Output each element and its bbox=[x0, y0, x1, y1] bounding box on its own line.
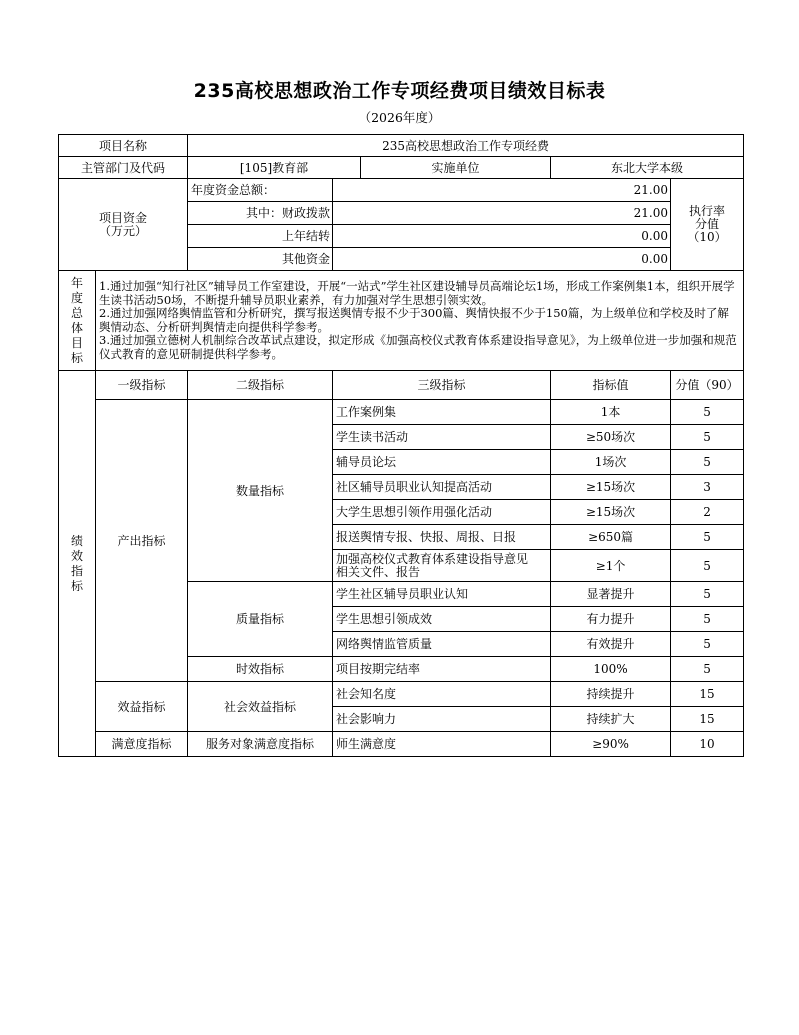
quantity-indicator-label: 数量指标 bbox=[188, 400, 333, 582]
exec-line1: 执行率 bbox=[689, 204, 726, 218]
goal-item: 2.通过加强网络舆情监管和分析研究，撰写报送舆情专报不少于300篇、舆情快报不少于150篇，为上级单位和学校及时了解舆情动态、分析研判舆情走向提供科学参考。 bbox=[99, 306, 729, 334]
funds-fiscal-value: 21.00 bbox=[333, 202, 671, 225]
indicator-value: 1本 bbox=[551, 400, 671, 425]
social-benefit-indicator-label: 社会效益指标 bbox=[188, 682, 333, 732]
department-label: 主管部门及代码 bbox=[59, 157, 188, 179]
indicator-name: 学生读书活动 bbox=[333, 425, 551, 450]
funds-row-total bbox=[59, 179, 744, 202]
indicator-value: 有力提升 bbox=[551, 607, 671, 632]
header-level2: 二级指标 bbox=[188, 371, 333, 400]
indicator-value: 100% bbox=[551, 657, 671, 682]
indicator-name: 项目按期完结率 bbox=[333, 657, 551, 682]
funds-fiscal-label: 其中：财政拨款 bbox=[188, 202, 333, 225]
implementing-unit-label: 实施单位 bbox=[361, 157, 551, 179]
indicator-name: 社区辅导员职业认知提高活动 bbox=[333, 475, 551, 500]
funds-carryover-label: 上年结转 bbox=[188, 225, 333, 248]
goal-item: 1.通过加强“知行社区”辅导员工作室建设，开展“一站式”学生社区建设辅导员高端论坛1场，形成工作案例集1本，组织开展学生读书活动50场，不断提升辅导员职业素养，有力加强对学生思想引领实效。 bbox=[99, 279, 735, 307]
indicator-score: 5 bbox=[671, 632, 744, 657]
indicator-score: 5 bbox=[671, 550, 744, 582]
table-row bbox=[59, 682, 744, 707]
service-satisfaction-indicator-label: 服务对象满意度指标 bbox=[188, 732, 333, 757]
indicator-name: 社会知名度 bbox=[333, 682, 551, 707]
project-name-value: 235高校思想政治工作专项经费 bbox=[188, 135, 744, 157]
indicator-score: 5 bbox=[671, 607, 744, 632]
table-row bbox=[59, 732, 744, 757]
funds-other-value: 0.00 bbox=[333, 248, 671, 271]
department-value: [105]教育部 bbox=[188, 157, 361, 179]
header-value: 指标值 bbox=[551, 371, 671, 400]
indicator-name: 工作案例集 bbox=[333, 400, 551, 425]
indicator-value: 持续扩大 bbox=[551, 707, 671, 732]
funds-label-line1: 项目资金 bbox=[99, 210, 148, 225]
department-row bbox=[59, 157, 744, 179]
indicator-score: 5 bbox=[671, 582, 744, 607]
funds-label-line2: （万元） bbox=[99, 223, 148, 238]
indicator-name: 大学生思想引领作用强化活动 bbox=[333, 500, 551, 525]
indicator-value: ≥15场次 bbox=[551, 500, 671, 525]
funds-label bbox=[59, 179, 188, 271]
indicator-name: 辅导员论坛 bbox=[333, 450, 551, 475]
indicator-value: 持续提升 bbox=[551, 682, 671, 707]
indicator-name: 学生社区辅导员职业认知 bbox=[333, 582, 551, 607]
indicator-value: 有效提升 bbox=[551, 632, 671, 657]
table-row bbox=[59, 400, 744, 425]
project-name-row bbox=[59, 135, 744, 157]
indicator-score: 5 bbox=[671, 525, 744, 550]
indicator-name: 网络舆情监管质量 bbox=[333, 632, 551, 657]
indicator-name: 报送舆情专报、快报、周报、日报 bbox=[333, 525, 551, 550]
perf-label bbox=[59, 371, 96, 757]
indicator-name-line2: 相关文件、报告 bbox=[336, 564, 421, 579]
performance-table bbox=[58, 134, 744, 757]
exec-line3: （10） bbox=[687, 230, 727, 244]
indicator-score: 5 bbox=[671, 400, 744, 425]
indicator-name-line1: 加强高校仪式教育体系建设指导意见 bbox=[336, 551, 529, 566]
indicator-value: 显著提升 bbox=[551, 582, 671, 607]
benefit-indicator-label: 效益指标 bbox=[96, 682, 188, 732]
funds-total-value: 21.00 bbox=[333, 179, 671, 202]
page-title: 235高校思想政治工作专项经费项目绩效目标表 bbox=[193, 80, 606, 102]
annual-goals-label bbox=[59, 271, 96, 371]
funds-other-label: 其他资金 bbox=[188, 248, 333, 271]
indicator-value: ≥1个 bbox=[551, 550, 671, 582]
fiscal-year: （2026年度） bbox=[358, 110, 441, 125]
funds-carryover-value: 0.00 bbox=[333, 225, 671, 248]
timeliness-indicator-label: 时效指标 bbox=[188, 657, 333, 682]
indicator-score: 15 bbox=[671, 707, 744, 732]
annual-goals-text bbox=[96, 271, 744, 371]
header-level1: 一级指标 bbox=[96, 371, 188, 400]
indicator-score: 5 bbox=[671, 450, 744, 475]
execution-rate-label bbox=[671, 179, 744, 271]
indicator-value: ≥650篇 bbox=[551, 525, 671, 550]
indicator-name: 社会影响力 bbox=[333, 707, 551, 732]
perf-header-row bbox=[59, 371, 744, 400]
indicator-name bbox=[333, 550, 551, 582]
header-score: 分值（90） bbox=[671, 371, 744, 400]
perf-label-text: 绩效指标 bbox=[71, 533, 84, 593]
indicator-value: 1场次 bbox=[551, 450, 671, 475]
indicator-score: 15 bbox=[671, 682, 744, 707]
annual-goals-label-text: 年度总体目标 bbox=[71, 275, 84, 365]
output-indicator-label: 产出指标 bbox=[96, 400, 188, 682]
indicator-score: 5 bbox=[671, 425, 744, 450]
goal-item: 3.通过加强立德树人机制综合改革试点建设，拟定形成《加强高校仪式教育体系建设指导意见》，为上级单位进一步加强和规范仪式教育的意见研制提供科学参考。 bbox=[99, 333, 737, 361]
indicator-name: 师生满意度 bbox=[333, 732, 551, 757]
indicator-score: 10 bbox=[671, 732, 744, 757]
quality-indicator-label: 质量指标 bbox=[188, 582, 333, 657]
annual-goals-row bbox=[59, 271, 744, 371]
exec-line2: 分值 bbox=[695, 217, 720, 231]
indicator-score: 3 bbox=[671, 475, 744, 500]
indicator-value: ≥15场次 bbox=[551, 475, 671, 500]
project-name-label: 项目名称 bbox=[59, 135, 188, 157]
implementing-unit-value: 东北大学本级 bbox=[551, 157, 744, 179]
funds-total-label: 年度资金总额： bbox=[188, 179, 333, 202]
header-level3: 三级指标 bbox=[333, 371, 551, 400]
indicator-name: 学生思想引领成效 bbox=[333, 607, 551, 632]
indicator-value: ≥90% bbox=[551, 732, 671, 757]
indicator-value: ≥50场次 bbox=[551, 425, 671, 450]
satisfaction-indicator-label: 满意度指标 bbox=[96, 732, 188, 757]
indicator-score: 5 bbox=[671, 657, 744, 682]
indicator-score: 2 bbox=[671, 500, 744, 525]
